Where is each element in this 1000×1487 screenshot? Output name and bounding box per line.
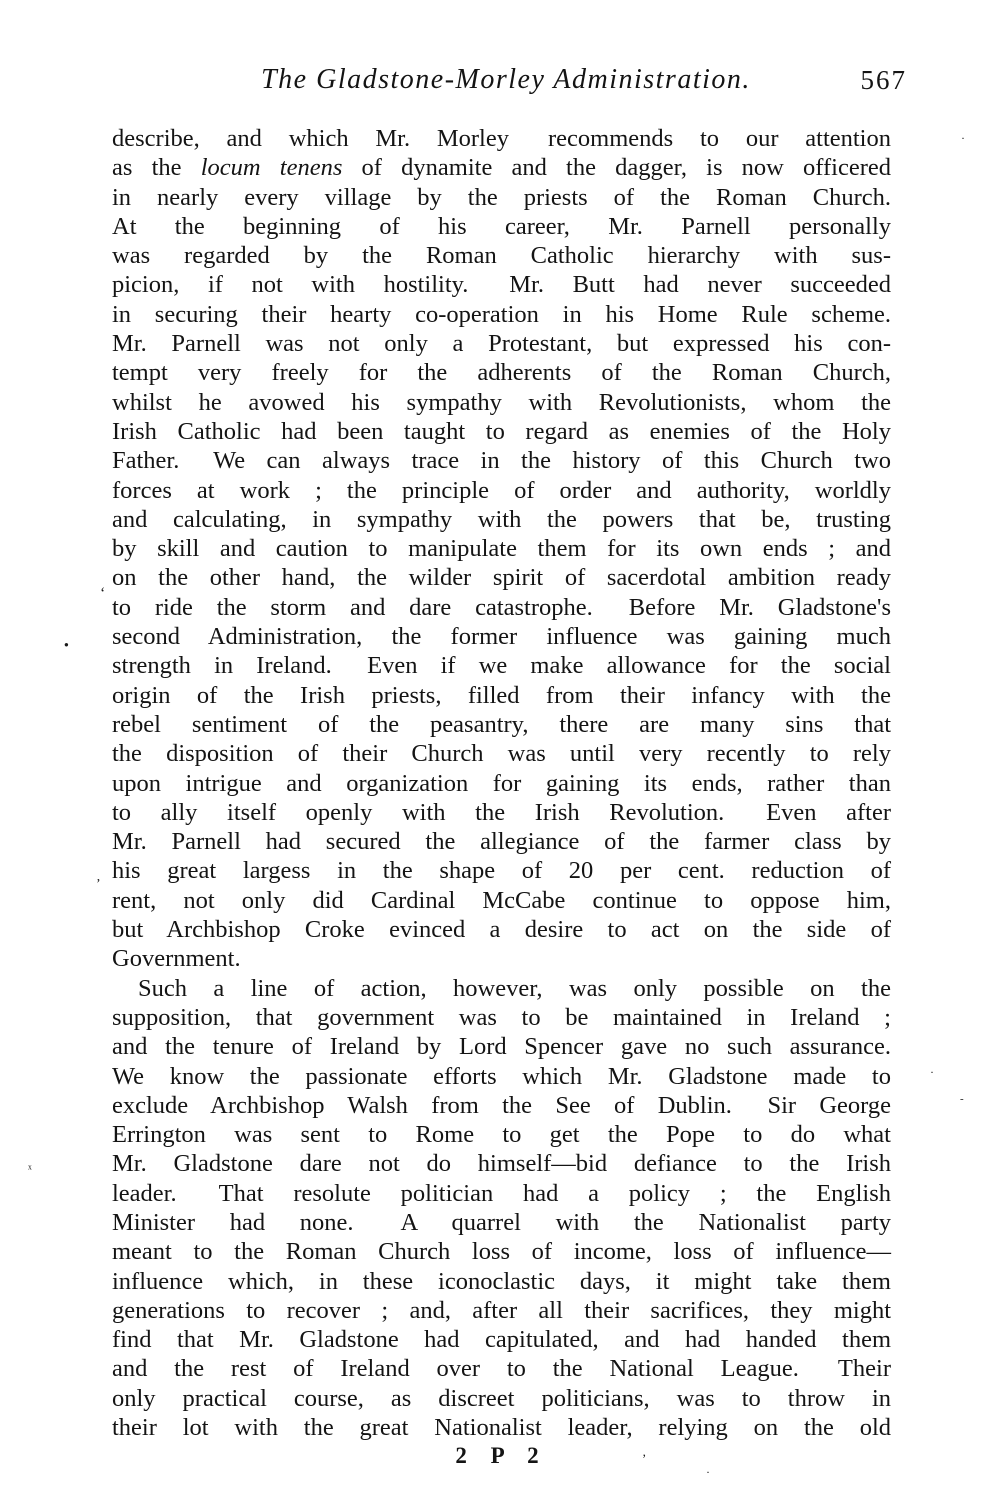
text-line [112,153,891,182]
text-segment: to ally itself openly with the Irish Revolution. Even after [112,798,891,826]
text-line [112,798,891,827]
text-segment: Irish Catholic had been taught to regard as enemies of the Holy [112,417,891,445]
text-line [112,505,891,534]
text-line [112,241,891,270]
body-text [112,124,891,1442]
text-line [112,124,891,153]
text-line [112,1237,891,1266]
text-segment: leader. That resolute politician had a policy ; the English [112,1179,891,1207]
text-segment: in nearly every village by the priests of the Roman Church. [112,183,891,211]
text-segment: second Administration, the former influence was gaining much [112,623,891,651]
text-line [112,1325,891,1354]
ink-speck: ‘ [100,585,106,602]
text-segment: picion, if not with hostility. Mr. Butt had never succeeded [112,271,891,299]
text-segment: whilst he avowed his sympathy with Revolutionists, whom the [112,388,891,416]
text-line [112,183,891,212]
text-segment: was regarded by the Roman Catholic hierarchy with sus- [112,242,891,270]
text-line [112,1091,891,1120]
text-line [112,1208,891,1237]
text-line [112,622,891,651]
text-segment: of dynamite and the dagger, is now officered [342,154,892,182]
text-segment: Government. [112,945,241,973]
text-line [112,710,891,739]
text-line [112,476,891,505]
text-segment: Such a line of action, however, was only possible on the [138,974,891,1002]
text-segment: and the tenure of Ireland by Lord Spencer gave no such assurance. [112,1033,891,1061]
text-segment: describe, and which Mr. Morley recommends to our attention [112,125,891,152]
ink-speck: ˣ [28,1161,32,1176]
text-segment: Minister had none. A quarrel with the Nationalist party [112,1208,891,1236]
text-line [112,651,891,680]
text-line [112,1179,891,1208]
text-segment: rent, not only did Cardinal McCabe continue to oppose him, [112,886,891,914]
text-line [112,270,891,299]
text-line [112,1296,891,1325]
text-segment: the disposition of their Church was until very recently to rely [112,740,891,768]
text-line [112,534,891,563]
text-segment: Mr. Parnell had secured the allegiance of the farmer class by [112,828,891,856]
ink-speck: ‐ [960,1093,964,1105]
text-line [112,915,891,944]
text-line [112,1062,891,1091]
text-line [112,1267,891,1296]
text-segment: but Archbishop Croke evinced a desire to act on the side of [112,916,891,944]
text-line [112,886,891,915]
text-line [112,769,891,798]
text-segment: At the beginning of his career, Mr. Parnell personally [112,212,891,240]
text-segment: origin of the Irish priests, filled from their infancy with the [112,681,891,709]
text-segment: on the other hand, the wilder spirit of sacerdotal ambition ready [112,564,891,592]
ink-speck: ’ [642,1451,647,1466]
text-segment: as the [112,154,201,182]
text-segment: in securing their hearty co-operation in his Home Rule scheme. [112,300,891,328]
text-line [112,563,891,592]
text-segment: to ride the storm and dare catastrophe. Before Mr. Gladstone's [112,593,891,621]
text-segment: his great largess in the shape of 20 per cent. reduction of [112,857,891,885]
text-segment: influence which, in these iconoclastic days, it might take them [112,1267,891,1295]
text-line [112,1120,891,1149]
text-segment: Errington was sent to Rome to get the Pope to do what [112,1121,891,1149]
text-segment: supposition, that government was to be maintained in Ireland ; [112,1003,891,1031]
text-segment: generations to recover ; and, after all their sacrifices, they might [112,1296,891,1324]
text-segment: forces at work ; the principle of order and authority, worldly [112,476,891,504]
text-line [112,827,891,856]
text-segment: meant to the Roman Church loss of income, loss of influence— [112,1238,891,1266]
page-title: The Gladstone-Morley Administration. [261,64,751,95]
text-segment: Mr. Gladstone dare not do himself—bid defiance to the Irish [112,1150,891,1178]
text-line [112,446,891,475]
text-segment: strength in Ireland. Even if we make allowance for the social [112,652,891,680]
text-line [112,739,891,768]
text-line [112,1003,891,1032]
text-line [112,1354,891,1383]
text-segment: by skill and caution to manipulate them for its own ends ; and [112,535,891,563]
ink-speck: ’ [96,877,101,892]
text-segment: Mr. Parnell was not only a Protestant, but expressed his con- [112,330,891,358]
text-line [112,388,891,417]
text-segment: exclude Archbishop Walsh from the See of Dublin. Sir George [112,1091,891,1119]
running-header [105,64,907,100]
text-line [112,681,891,710]
text-segment: Father. We can always trace in the history of this Church two [112,447,891,475]
text-line [112,1384,891,1413]
text-line [112,212,891,241]
ink-speck: ● [64,640,69,649]
page-number: 567 [860,65,907,95]
printers-signature: 2 P 2 [455,1443,548,1468]
text-line [112,974,891,1003]
text-segment: and the rest of Ireland over to the National League. Their [112,1355,891,1383]
text-segment: their lot with the great Nationalist leader, relying on the old [112,1414,891,1442]
text-segment: find that Mr. Gladstone had capitulated, and had handed them [112,1326,891,1354]
text-line [112,300,891,329]
text-segment: We know the passionate efforts which Mr. Gladstone made to [112,1062,891,1090]
text-segment: only practical course, as discreet politicians, was to throw in [112,1384,891,1412]
text-line [112,417,891,446]
italic-text-segment: locum tenens [200,154,343,182]
ink-speck: · [706,1465,710,1479]
text-line [112,856,891,885]
text-segment: and calculating, in sympathy with the powers that be, trusting [112,505,891,533]
text-line [112,329,891,358]
text-line [112,1032,891,1061]
text-line [112,1413,891,1442]
text-line [112,1149,891,1178]
text-segment: tempt very freely for the adherents of the Roman Church, [112,359,891,387]
text-line [112,944,891,973]
ink-speck: · [961,131,965,145]
text-segment: rebel sentiment of the peasantry, there are many sins that [112,710,891,738]
ink-speck: · [930,1065,934,1079]
text-line [112,593,891,622]
text-segment: upon intrigue and organization for gaining its ends, rather than [112,769,891,797]
text-line [112,358,891,387]
